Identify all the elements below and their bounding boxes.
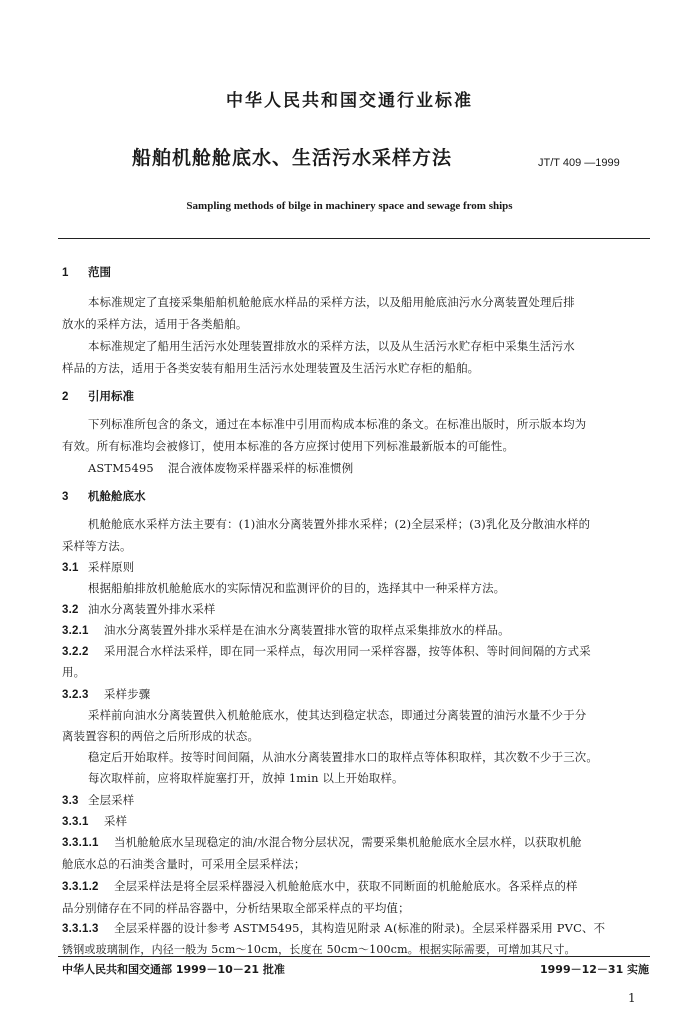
subsection-title: 油水分离装置外排水采样 [88, 602, 216, 616]
section-title: 范围 [88, 265, 111, 279]
paragraph-line: 本标准规定了直接采集船舶机舱舱底水样品的采样方法，以及船用舱底油污水分离装置处理后排 [88, 295, 575, 309]
section-title: 机舱舱底水 [88, 489, 146, 503]
clause-text: 油水分离装置外排水采样是在油水分离装置排水管的取样点采集排放水的样品。 [104, 623, 510, 637]
clause-text: 当机舱舱底水呈现稳定的油/水混合物分层状况，需要采集机舱舱底水全层水样，以获取机舱 [114, 835, 582, 849]
paragraph-line: 机舱舱底水采样方法主要有：(1)油水分离装置外排水采样；(2)全层采样；(3)乳化及分散油水样的 [88, 517, 591, 531]
clause-3-3-1-heading [62, 813, 127, 829]
subsection-title: 全层采样 [88, 793, 135, 807]
page-number: 1 [628, 991, 636, 1005]
clause-title: 采样 [104, 814, 128, 828]
reference-code: ASTM5495 [88, 461, 154, 475]
clause-number: 3.3.1.2 [62, 881, 99, 893]
paragraph-line: 稳定后开始取样。按等时间间隔，从油水分离装置排水口的取样点等体积取样，其次数不少于三次。 [88, 750, 598, 764]
clause-text: 全层采样器的设计参考 ASTM5495，其构造见附录 A(标准的附录)。全层采样器采用 PVC、不 [114, 921, 606, 935]
clause-3-3-1-3 [62, 920, 605, 936]
clause-3-2-1 [62, 622, 510, 638]
section-2-heading [62, 388, 134, 404]
clause-text: 采用混合水样法采样，即在同一采样点，每次用同一采样容器，按等体积、等时间间隔的方式采 [104, 644, 591, 658]
section-number: 2 [62, 391, 69, 403]
paragraph-line: 每次取样前，应将取样旋塞打开，放掉 1min 以上开始取样。 [88, 771, 404, 785]
clause-number: 3.3.1.3 [62, 923, 99, 935]
industry-standard-heading: 中华人民共和国交通行业标准 [226, 91, 473, 111]
subsection-number: 3.3 [62, 795, 79, 807]
document-title-cn: 船舶机舱舱底水、生活污水采样方法 [132, 147, 453, 169]
paragraph-line: 采样前向油水分离装置供入机舱舱底水，使其达到稳定状态，即通过分离装置的油污水量不少于分 [88, 708, 587, 722]
clause-number: 3.3.1.1 [62, 837, 99, 849]
paragraph-line: 用。 [62, 665, 86, 679]
subsection-3-2-heading [62, 601, 216, 617]
approval-note: 中华人民共和国交通部 1999－10－21 批准 [62, 963, 285, 976]
subsection-3-3-heading [62, 792, 134, 808]
paragraph-line: 放水的采样方法，适用于各类船舶。 [62, 317, 248, 331]
paragraph-line: 离装置容积的两倍之后所形成的状态。 [62, 729, 260, 743]
header-divider [58, 238, 650, 239]
footer-divider [58, 956, 650, 957]
reference-entry [88, 460, 353, 476]
section-3-heading [62, 488, 146, 504]
implementation-note: 1999－12－31 实施 [540, 963, 650, 976]
paragraph-line: 舱底水总的石油类含量时，可采用全层采样法； [62, 857, 306, 871]
paragraph-line: 采样等方法。 [62, 539, 132, 553]
standard-code: JT/T 409 —1999 [538, 157, 620, 169]
clause-3-3-1-2 [62, 878, 578, 894]
subsection-title: 采样原则 [88, 560, 135, 574]
clause-title: 采样步骤 [104, 687, 151, 701]
clause-number: 3.2.2 [62, 646, 89, 658]
paragraph-line: 本标准规定了船用生活污水处理装置排放水的采样方法，以及从生活污水贮存柜中采集生活污水 [88, 339, 575, 353]
clause-number: 3.2.1 [62, 625, 89, 637]
paragraph-line: 样品的方法，适用于各类安装有船用生活污水处理装置及生活污水贮存柜的船舶。 [62, 361, 480, 375]
clause-3-2-2 [62, 643, 591, 659]
clause-3-3-1-1 [62, 834, 582, 850]
paragraph-line: 品分别储存在不同的样品容器中，分析结果取全部采样点的平均值； [62, 901, 410, 915]
reference-title: 混合液体废物采样器采样的标准惯例 [167, 461, 354, 475]
paragraph-line: 下列标准所包含的条文，通过在本标准中引用而构成本标准的条文。在标准出版时，所示版本均为 [88, 417, 587, 431]
paragraph-line: 根据船舶排放机舱舱底水的实际情况和监测评价的目的，选择其中一种采样方法。 [88, 581, 506, 595]
subsection-number: 3.1 [62, 562, 79, 574]
subsection-number: 3.2 [62, 604, 79, 616]
clause-number: 3.3.1 [62, 816, 89, 828]
section-number: 3 [62, 491, 69, 503]
section-1-heading [62, 264, 111, 280]
clause-number: 3.2.3 [62, 689, 89, 701]
section-number: 1 [62, 267, 69, 279]
document-title-en: Sampling methods of bilge in machinery space and sewage from ships [186, 200, 513, 212]
paragraph-line: 锈钢或玻璃制作，内径一般为 5cm～10cm，长度在 50cm～100cm。根据实际需要，可增加其尺寸。 [62, 943, 576, 956]
clause-3-2-3-heading [62, 686, 150, 702]
section-title: 引用标准 [88, 389, 134, 403]
subsection-3-1-heading [62, 559, 134, 575]
paragraph-line: 有效。所有标准均会被修订，使用本标准的各方应探讨使用下列标准最新版本的可能性。 [62, 439, 515, 453]
clause-text: 全层采样法是将全层采样器浸入机舱舱底水中，获取不同断面的机舱舱底水。各采样点的样 [114, 879, 578, 893]
